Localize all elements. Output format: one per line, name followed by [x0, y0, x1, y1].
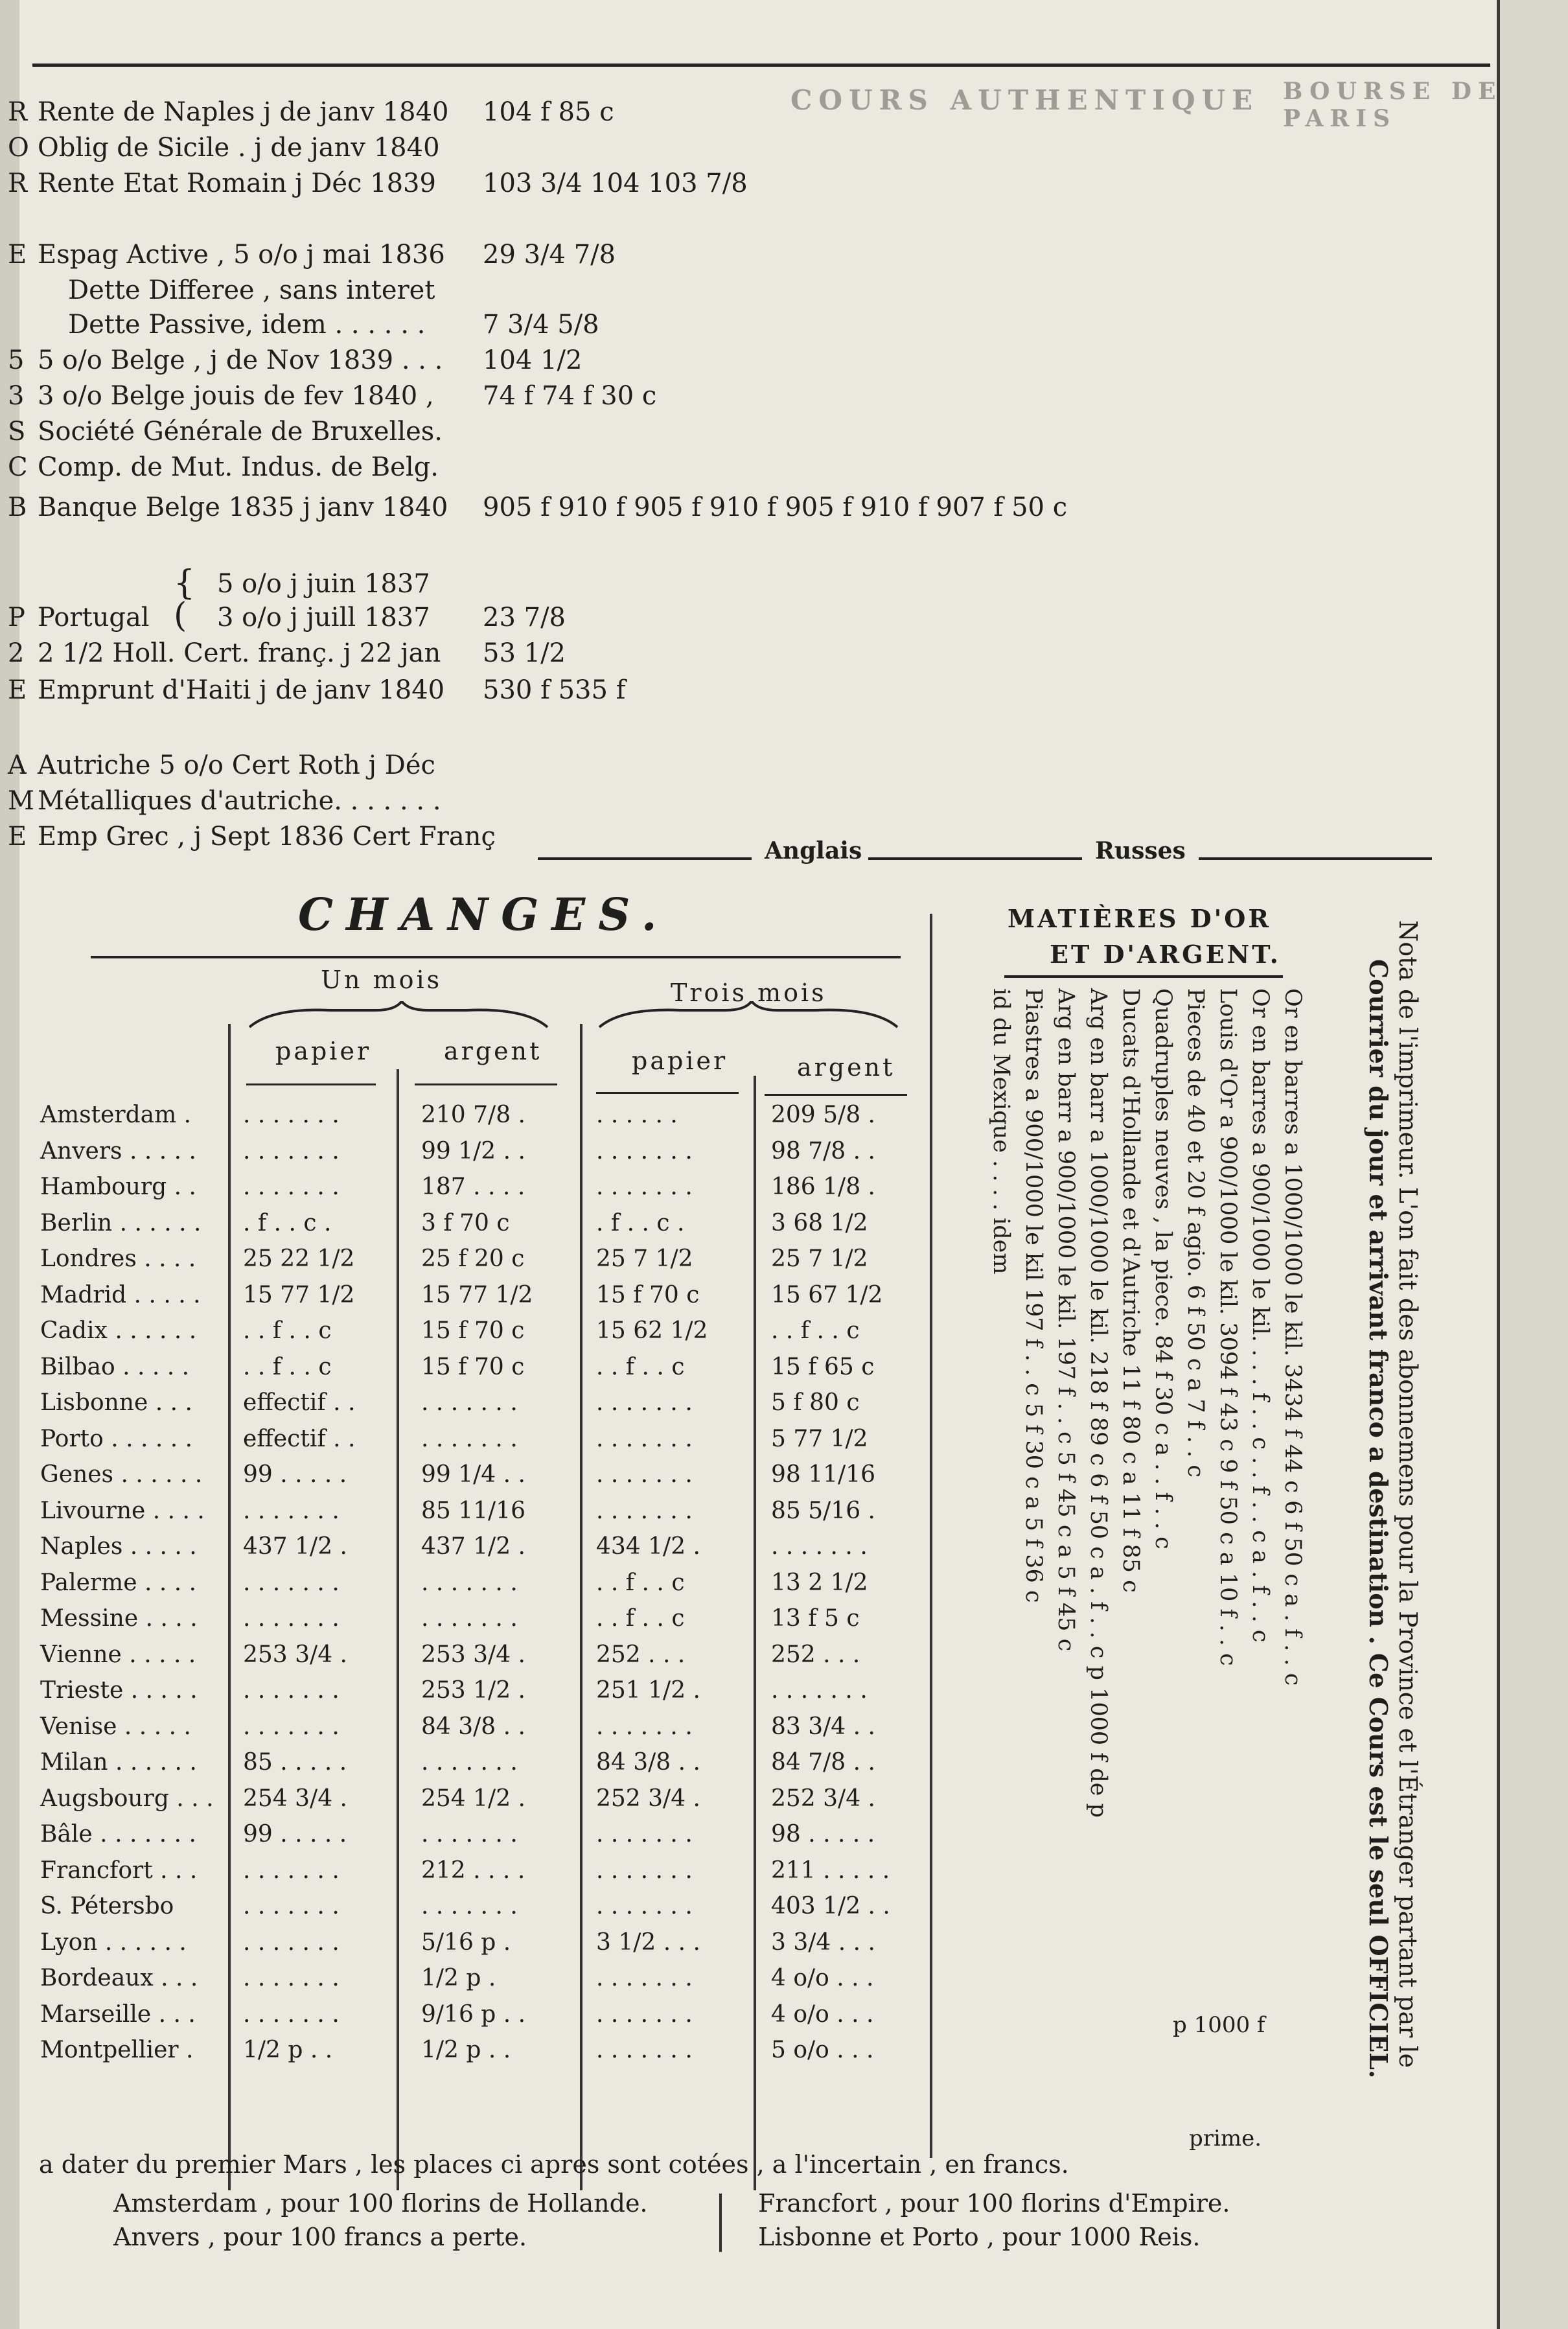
changes-city: Bilbao . . . . . [40, 1354, 190, 1380]
changes-papier-3m: . . . . . . . [596, 2001, 693, 2028]
changes-argent-1m: 187 . . . . [421, 1174, 525, 1200]
split-rule-1 [538, 857, 752, 860]
changes-papier-1m: 254 3/4 . [243, 1785, 347, 1812]
changes-argent-3m: 252 3/4 . [771, 1785, 875, 1812]
split-rule-2 [868, 857, 1082, 860]
changes-city: Vienne . . . . . [40, 1641, 196, 1668]
changes-argent-1m: 254 1/2 . [421, 1785, 525, 1812]
matieres-line: Piastres a 900/1000 le kil 197 f . . c 5 f 30 c a 5 f 36 c [1020, 988, 1046, 1603]
changes-papier-3m: . . . . . . . [596, 1389, 693, 1416]
changes-argent-3m: 403 1/2 . . [771, 1893, 890, 1919]
changes-papier-1m: 1/2 p . . [243, 2037, 333, 2063]
changes-argent-1m: . . . . . . . [421, 1749, 518, 1776]
rente-label: Rente de Naples j de janv 1840 [38, 97, 449, 127]
rente-label: Espag Active , 5 o/o j mai 1836 [38, 240, 445, 270]
changes-city: Lisbonne . . . [40, 1389, 192, 1416]
split-rule-3 [1199, 857, 1432, 860]
papier-header-3: papier [632, 1047, 728, 1075]
changes-city: Anvers . . . . . [40, 1138, 196, 1164]
changes-papier-1m: . . . . . . . [243, 1929, 340, 1956]
rente-mark: B [8, 492, 27, 522]
changes-argent-3m: 83 3/4 . . [771, 1713, 875, 1740]
changes-city: Marseille . . . [40, 2001, 196, 2028]
rente-label: Oblig de Sicile . j de janv 1840 [38, 133, 440, 163]
changes-papier-1m: . . . . . . . [243, 1677, 340, 1704]
changes-argent-3m: . . . . . . . [771, 1677, 868, 1704]
changes-city: Milan . . . . . . [40, 1749, 197, 1776]
changes-divider-2 [397, 1069, 399, 2190]
changes-city: Lyon . . . . . . [40, 1929, 187, 1956]
changes-papier-1m: . . . . . . . [243, 1174, 340, 1200]
changes-argent-1m: 253 1/2 . [421, 1677, 525, 1704]
changes-argent-1m: . . . . . . . [421, 1893, 518, 1919]
rente-mark: C [8, 452, 28, 482]
papier-underline-3 [596, 1092, 739, 1094]
changes-papier-1m: . . . . . . . [243, 1857, 340, 1884]
changes-city: Naples . . . . . [40, 1533, 197, 1560]
changes-papier-3m: . . . . . . . [596, 1174, 693, 1200]
changes-papier-3m: . . . . . . . [596, 1893, 693, 1919]
changes-argent-3m: 98 7/8 . . [771, 1138, 875, 1164]
changes-city: Messine . . . . [40, 1605, 198, 1632]
changes-argent-3m: 209 5/8 . [771, 1102, 875, 1128]
changes-papier-1m: 253 3/4 . [243, 1641, 347, 1668]
changes-argent-3m: 13 f 5 c [771, 1605, 860, 1632]
changes-papier-3m: 434 1/2 . [596, 1533, 700, 1560]
changes-argent-1m: . . . . . . . [421, 1570, 518, 1596]
rente-value: 103 3/4 104 103 7/8 [483, 168, 748, 198]
ghost-header-left: COURS AUTHENTIQUE [790, 84, 1260, 116]
changes-argent-3m: 98 11/16 [771, 1461, 875, 1488]
side-note-line-1: Nota de l'imprimeur. L'on fait des abonnemens pour la Province et l'Étranger partant par le [1394, 920, 1422, 2068]
ghost-header-right: BOURSE DE PARIS [1283, 78, 1503, 132]
austria-label: Emp Grec , j Sept 1836 Cert Franç [38, 822, 496, 852]
changes-papier-1m: . . . . . . . [243, 2001, 340, 2028]
changes-papier-3m: . . . . . . . [596, 1821, 693, 1848]
rente-value: 7 3/4 5/8 [483, 310, 599, 340]
changes-argent-3m: 5 77 1/2 [771, 1426, 868, 1452]
changes-papier-1m: 99 . . . . . [243, 1821, 347, 1848]
changes-city: Berlin . . . . . . [40, 1210, 202, 1236]
changes-argent-3m: 5 o/o . . . [771, 2037, 874, 2063]
austria-label: Autriche 5 o/o Cert Roth j Déc [38, 750, 435, 780]
changes-argent-1m: 25 f 20 c [421, 1246, 525, 1272]
portugal-line-1: 5 o/o j juin 1837 [217, 569, 430, 599]
changes-argent-3m: 252 . . . [771, 1641, 860, 1668]
changes-rule [91, 956, 901, 958]
changes-papier-1m: . . f . . c [243, 1354, 332, 1380]
changes-argent-1m: 253 3/4 . [421, 1641, 525, 1668]
changes-argent-1m: . . . . . . . [421, 1426, 518, 1452]
changes-papier-1m: 25 22 1/2 [243, 1246, 355, 1272]
changes-papier-1m: 437 1/2 . [243, 1533, 347, 1560]
changes-argent-3m: 15 f 65 c [771, 1354, 875, 1380]
changes-argent-1m: 3 f 70 c [421, 1210, 510, 1236]
changes-papier-3m: 252 . . . [596, 1641, 686, 1668]
changes-papier-1m: . . . . . . . [243, 1893, 340, 1919]
footer-left-2: Anvers , pour 100 francs a perte. [113, 2223, 527, 2251]
changes-papier-1m: effectif . . [243, 1389, 356, 1416]
changes-papier-1m: . . . . . . . [243, 1498, 340, 1524]
un-mois-header: Un mois [321, 966, 443, 994]
changes-city: S. Pétersbo [40, 1893, 174, 1919]
changes-city: Palerme . . . . [40, 1570, 197, 1596]
rente-value: 74 f 74 f 30 c [483, 381, 657, 411]
changes-papier-3m: . . . . . . . [596, 1965, 693, 1991]
rente-value: 29 3/4 7/8 [483, 240, 616, 270]
changes-argent-3m: 4 o/o . . . [771, 1965, 874, 1991]
other-value: 53 1/2 [483, 638, 566, 668]
footer-intro: a dater du premier Mars , les places ci apres sont cotées , a l'incertain , en francs. [39, 2150, 1069, 2179]
changes-argent-1m: 99 1/4 . . [421, 1461, 525, 1488]
rente-label: Comp. de Mut. Indus. de Belg. [38, 452, 439, 482]
matieres-title-1: MATIÈRES D'OR [1008, 904, 1271, 933]
portugal-brace-top: { [174, 564, 196, 603]
changes-argent-1m: 15 77 1/2 [421, 1282, 533, 1308]
matieres-line: Pieces de 40 et 20 f agio. 6 f 50 c a 7 f . . c [1182, 988, 1208, 1478]
changes-papier-3m: 252 3/4 . [596, 1785, 700, 1812]
footer-divider [719, 2194, 722, 2252]
changes-argent-1m: 9/16 p . . [421, 2001, 526, 2028]
anglais-label: Anglais [765, 837, 862, 864]
changes-city: Cadix . . . . . . [40, 1317, 197, 1344]
top-rule [32, 64, 1490, 67]
changes-papier-1m: . f . . c . [243, 1210, 332, 1236]
changes-argent-3m: 84 7/8 . . [771, 1749, 875, 1776]
matieres-title-2: ET D'ARGENT. [1050, 940, 1281, 969]
footer-left-1: Amsterdam , pour 100 florins de Hollande. [113, 2189, 648, 2218]
rente-label: Rente Etat Romain j Déc 1839 [38, 168, 436, 198]
changes-argent-1m: 1/2 p . . [421, 2037, 511, 2063]
changes-papier-1m: . . . . . . . [243, 1713, 340, 1740]
matieres-line: Arg en barr a 1000/1000 le kil. 218 f 89 c 6 f 50 c a . f . . c p 1000 f de p [1085, 988, 1111, 1818]
changes-argent-1m: 84 3/8 . . [421, 1713, 525, 1740]
changes-city: Augsbourg . . . [40, 1785, 214, 1812]
changes-papier-3m: 15 f 70 c [596, 1282, 700, 1308]
changes-city: Londres . . . . [40, 1246, 196, 1272]
changes-papier-3m: 25 7 1/2 [596, 1246, 693, 1272]
changes-argent-1m: 85 11/16 [421, 1498, 525, 1524]
changes-divider-1 [228, 1024, 231, 2190]
changes-argent-3m: 15 67 1/2 [771, 1282, 883, 1308]
rente-mark: R [8, 168, 28, 198]
matieres-title-rule [1004, 975, 1283, 978]
rente-value: 104 1/2 [483, 345, 582, 375]
rente-label: Société Générale de Bruxelles. [38, 417, 443, 446]
changes-papier-3m: 15 62 1/2 [596, 1317, 708, 1344]
changes-papier-3m: . . f . . c [596, 1570, 685, 1596]
austria-label: Métalliques d'autriche. . . . . . . [38, 786, 441, 816]
changes-papier-3m: . . . . . . . [596, 1713, 693, 1740]
changes-argent-1m: 15 f 70 c [421, 1317, 525, 1344]
changes-argent-1m: 15 f 70 c [421, 1354, 525, 1380]
matieres-line: Or en barres a 900/1000 le kil. . . . f . . c . . f . . c a . f . . c [1247, 988, 1273, 1643]
changes-argent-3m: 25 7 1/2 [771, 1246, 868, 1272]
changes-papier-3m: . . f . . c [596, 1605, 685, 1632]
page-right-edge [1497, 0, 1568, 2329]
changes-papier-3m: . . . . . . . [596, 1461, 693, 1488]
russes-label: Russes [1095, 837, 1186, 864]
rente-label: 5 o/o Belge , j de Nov 1839 . . . [38, 345, 443, 375]
rente-label: 3 o/o Belge jouis de fev 1840 , [38, 381, 434, 411]
portugal-value: 23 7/8 [483, 603, 566, 632]
changes-title: CHANGES. [298, 889, 670, 941]
footer-right-1: Francfort , pour 100 florins d'Empire. [758, 2189, 1230, 2218]
changes-papier-1m: . . . . . . . [243, 1965, 340, 1991]
changes-papier-3m: . . . . . . . [596, 1857, 693, 1884]
changes-argent-3m: . . f . . c [771, 1317, 860, 1344]
changes-city: Amsterdam . [40, 1102, 192, 1128]
changes-argent-1m: 99 1/2 . . [421, 1138, 525, 1164]
header-braces [246, 1001, 901, 1040]
other-label: 2 1/2 Holl. Cert. franç. j 22 jan [38, 638, 441, 668]
changes-papier-3m: . . . . . . [596, 1102, 678, 1128]
argent-header-3: argent [797, 1053, 895, 1082]
matieres-line: Louis d'Or a 900/1000 le kil. 3094 f 43 c 9 f 50 c a 10 f . . c [1215, 988, 1241, 1666]
changes-argent-1m: 437 1/2 . [421, 1533, 525, 1560]
changes-argent-1m: 1/2 p . [421, 1965, 496, 1991]
changes-city: Francfort . . . [40, 1857, 198, 1884]
changes-city: Montpellier . [40, 2037, 194, 2063]
rente-mark: 3 [8, 381, 25, 411]
rente-mark: S [8, 417, 26, 446]
matieres-line: Arg en barr a 900/1000 le kil. 197 f . . c 5 f 45 c a 5 f 45 c [1053, 988, 1079, 1652]
portugal-line-2: 3 o/o j juill 1837 [217, 603, 430, 632]
changes-city: Venise . . . . . [40, 1713, 191, 1740]
rente-mark: O [8, 133, 29, 163]
rente-value: 905 f 910 f 905 f 910 f 905 f 910 f 907 f 50 c [483, 492, 1068, 522]
matieres-line: Or en barres a 1000/1000 le kil. 3434 f 44 c 6 f 50 c a . f . . c [1280, 988, 1306, 1686]
changes-city: Madrid . . . . . [40, 1282, 201, 1308]
rente-mark: R [8, 97, 28, 127]
portugal-label: Portugal [38, 603, 150, 632]
changes-argent-3m: . . . . . . . [771, 1533, 868, 1560]
austria-mark: A [8, 750, 27, 780]
papier-header-1: papier [275, 1037, 372, 1065]
changes-argent-1m: . . . . . . . [421, 1821, 518, 1848]
matieres-line: Quadruples neuves , la piece. 84 f 30 c a . . f . . c [1150, 988, 1176, 1549]
changes-argent-3m: 211 . . . . . [771, 1857, 890, 1884]
other-label: Emprunt d'Haiti j de janv 1840 [38, 675, 445, 705]
rente-mark: 5 [8, 345, 25, 375]
changes-argent-3m: 98 . . . . . [771, 1821, 875, 1848]
changes-papier-3m: . . . . . . . [596, 1138, 693, 1164]
rente-mark: E [8, 240, 27, 270]
changes-papier-3m: 251 1/2 . [596, 1677, 700, 1704]
changes-argent-3m: 3 68 1/2 [771, 1210, 868, 1236]
changes-papier-1m: . . . . . . . [243, 1138, 340, 1164]
changes-city: Bordeaux . . . [40, 1965, 198, 1991]
other-value: 530 f 535 f [483, 675, 626, 705]
trois-mois-header: Trois mois [671, 979, 827, 1007]
other-mark: 2 [8, 638, 25, 668]
changes-argent-1m: . . . . . . . [421, 1389, 518, 1416]
austria-mark: E [8, 822, 27, 852]
portugal-brace-bottom: ( [174, 596, 187, 635]
changes-city: Trieste . . . . . [40, 1677, 198, 1704]
changes-argent-1m: . . . . . . . [421, 1605, 518, 1632]
changes-argent-3m: 3 3/4 . . . [771, 1929, 875, 1956]
austria-mark: M [8, 786, 34, 816]
changes-papier-1m: 85 . . . . . [243, 1749, 347, 1776]
changes-city: Porto . . . . . . [40, 1426, 193, 1452]
argent-header-1: argent [444, 1037, 542, 1065]
rente-label: Dette Passive, idem . . . . . . [68, 310, 426, 340]
changes-papier-3m: 3 1/2 . . . [596, 1929, 700, 1956]
changes-argent-1m: 5/16 p . [421, 1929, 511, 1956]
changes-argent-1m: 212 . . . . [421, 1857, 525, 1884]
changes-argent-1m: 210 7/8 . [421, 1102, 525, 1128]
changes-argent-3m: 186 1/8 . [771, 1174, 875, 1200]
changes-papier-1m: effectif . . [243, 1426, 356, 1452]
changes-argent-3m: 5 f 80 c [771, 1389, 860, 1416]
changes-city: Hambourg . . [40, 1174, 196, 1200]
changes-papier-1m: 99 . . . . . [243, 1461, 347, 1488]
changes-city: Bâle . . . . . . . [40, 1821, 196, 1848]
matieres-line: Ducats d'Hollande et d'Autriche 11 f 80 c a 11 f 85 c [1118, 988, 1144, 1593]
changes-papier-3m: . f . . c . [596, 1210, 685, 1236]
changes-papier-3m: . . . . . . . [596, 1426, 693, 1452]
rente-label: Dette Differee , sans interet [68, 275, 435, 305]
changes-argent-3m: 4 o/o . . . [771, 2001, 874, 2028]
argent-underline-1 [415, 1083, 557, 1085]
other-mark: E [8, 675, 27, 705]
portugal-mark: P [8, 603, 25, 632]
changes-argent-3m: 13 2 1/2 [771, 1570, 868, 1596]
changes-papier-1m: . . f . . c [243, 1317, 332, 1344]
matieres-left-rule [930, 914, 932, 2158]
changes-divider-3 [580, 1024, 582, 2190]
changes-divider-4 [754, 1076, 756, 2190]
changes-argent-3m: 85 5/16 . [771, 1498, 875, 1524]
rente-value: 104 f 85 c [483, 97, 614, 127]
matieres-line: id du Mexique . . . . idem [988, 988, 1014, 1275]
changes-papier-1m: . . . . . . . [243, 1102, 340, 1128]
matieres-prime: prime. [1189, 2126, 1262, 2151]
changes-city: Genes . . . . . . [40, 1461, 203, 1488]
side-note-line-2: Courrier du jour et arrivant franco a destination . Ce Cours est le seul OFFICIEL. [1364, 959, 1393, 2079]
footer-right-2: Lisbonne et Porto , pour 1000 Reis. [758, 2223, 1201, 2251]
changes-papier-3m: 84 3/8 . . [596, 1749, 700, 1776]
changes-papier-3m: . . f . . c [596, 1354, 685, 1380]
rente-label: Banque Belge 1835 j janv 1840 [38, 492, 448, 522]
changes-papier-1m: 15 77 1/2 [243, 1282, 355, 1308]
changes-city: Livourne . . . . [40, 1498, 205, 1524]
papier-underline-1 [246, 1083, 376, 1085]
argent-underline-3 [765, 1094, 907, 1096]
changes-papier-3m: . . . . . . . [596, 1498, 693, 1524]
changes-papier-1m: . . . . . . . [243, 1570, 340, 1596]
changes-papier-1m: . . . . . . . [243, 1605, 340, 1632]
changes-papier-3m: . . . . . . . [596, 2037, 693, 2063]
matieres-prime-label: p 1000 f [1173, 2012, 1265, 2038]
